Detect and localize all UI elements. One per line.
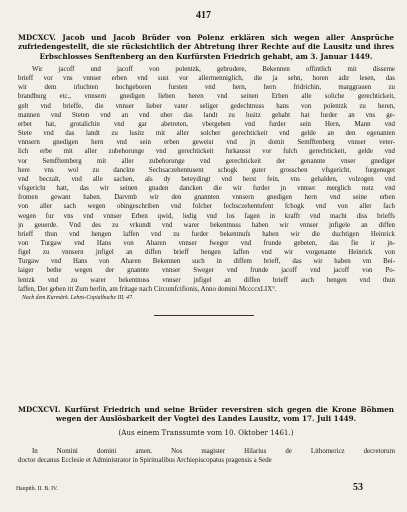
text-line: vor Semfftemberg mit aller zubehorunge vnd gerechtickeit der genannte vnser gnediger — [18, 157, 395, 165]
text-line: Turgaw vnd Hans von Aharen Bekennen such in diffem brieff, das wir haben vm Bei- — [18, 258, 395, 266]
text-line: brandburg etc., vnnsern gnedigen lieben heren vnd seinen Erben alle soliche gerechtickeit, — [18, 93, 395, 101]
text-line: In Nomini domini amen. Nos magister Hilarius de Lithomericz decretorum — [32, 448, 395, 455]
text-line: Wir jacoff und jacoff von polentzk, gebrudere, Bekennen offintlich mit disseme — [32, 66, 395, 73]
text-line: wegen fur vns vnd vnnser Erben qwid, ledig vnd los fagen in krafft vnd macht diss brieffs — [18, 212, 395, 220]
text-line: here vns wol zu danckte Sechsaczehentusent schogk guter grosschen vfsgericht, furgenuget — [18, 166, 395, 174]
document-body — [18, 65, 395, 294]
sheet-number: 53 — [353, 482, 363, 493]
text-line: doctor decanus Ecclesie et Administrator in Spiritualibus Archiepiscopatus pragensis a Sede — [18, 457, 272, 465]
section-divider — [154, 315, 254, 316]
document-body-2 — [18, 447, 395, 465]
text-line: jn geuerde. Vnd des zu vrkundt vnd warer bekentnuss haben wir vnnser jnfigele an diffen — [18, 221, 395, 229]
text-line: figel zu vnnsern jnfigel an diffen brieff hengen laffen vnd wir vorgenante Heinrick von — [18, 249, 395, 257]
text-line: von Turgaw vnd Hans von Aharen vnnser fweger vnd frunde gebeten, das fie ir jn- — [18, 239, 395, 247]
signature-mark: Hauptth. II. B. IV. — [16, 486, 58, 492]
document-subheading: (Aus einem Transsumte vom 10. Oktober 1461.) — [118, 428, 294, 437]
text-line: fromen gewant haben. Darvmb wir den gnannten vnnsern gnedigen hern vnd seine erben — [18, 194, 395, 202]
document-heading: MDCXCV. Jacob und Jacob Brüder von Polenz erklären sich wegen aller Ansprüche zufriedengestellt, die sie rücksichtlich der Abtretung ihrer Rechte auf die Lausitz und ihres Erbschlosses Senftenberg an den Kurfürsten Friedrich gehabt, am 3. Januar 1449. — [18, 33, 394, 61]
text-line: lich erbe mit aller zubehorunge vnd gerechtickeit furkausst vor fulch gerechtickeit, gelde vnd — [18, 148, 395, 156]
source-note: Nach dem Kurmärk. Lehns-Copialbuche III. 47. — [22, 295, 134, 301]
text-line: erbet hat, grotalichin vnd gar abetreten, vbergeben vnd furder sein Hern, Mann vnd — [18, 120, 395, 128]
text-line: von aller sach wegen obingeschriben vnd folcher fechsczehentufent fchogk vnd von aller fach — [18, 203, 395, 211]
text-line: lentzk vnd zu warer bekentnuss vnnser jnfigel an diffen brieff auch hengen vnd thun — [18, 276, 395, 284]
text-line: wir dem irluchten hochgeboren fursten vnd hern, hern fridrichin, marggrauen zu — [18, 84, 395, 92]
text-line: vnd beczalt, vnd alle sachen, als dy beteydingt vnd berst fein, vns gehalden, volzogen vnd — [18, 175, 395, 183]
text-line: laffen, Der geben itt Zum berlin, am fritage nach Circumfcifionis, Anno domini MccccxLIX°. — [18, 285, 277, 293]
text-line: mannen vnd Steten vnd an vnd uber das landt zu lusitz gehabt hat furder an vns ge- — [18, 111, 395, 119]
text-line: brieff vor vns vnnser erben vnd sust vor allermenniglich, die ja sehn, horen adir lesen, das — [18, 75, 395, 83]
page-number: 417 — [196, 10, 211, 21]
text-line: Stete vnd das landt zu lusitz mit aller solcher gerechtickeit vnd gelde an den egenanten — [18, 130, 395, 138]
text-line: gelt vnd brieffe, die vnnser lieber vater seliger gedechtnuss hans von polentzk zu heren, — [18, 102, 395, 110]
text-line: brieff thun vnd hengen laffen vnd zu furder bekentnufs haben wir die duchtigen Heinrick — [18, 230, 395, 238]
document-heading-2: MDCXCVI. Kurfürst Friedrich und seine Brüder reversiren sich gegen die Krone Böhmen wegen der Auslösbarkeit der Vogtei des Landes Lausitz, vom 17. Juli 1449. — [18, 405, 394, 424]
text-line: vnnsern gnedigen hern vnd sein erben geweist vnd jn domit Semfftenberg vnnser veter- — [18, 139, 395, 147]
text-line: laiger bethe wegen der gnannte vnnser Sweger vnd frunde jacoff vnd jacoff von Po- — [18, 267, 395, 275]
text-line: vfsgericht hatt, das wir seinen gnaden dancken die wir furder jn vnnser merglich nutz vnd — [18, 185, 395, 193]
